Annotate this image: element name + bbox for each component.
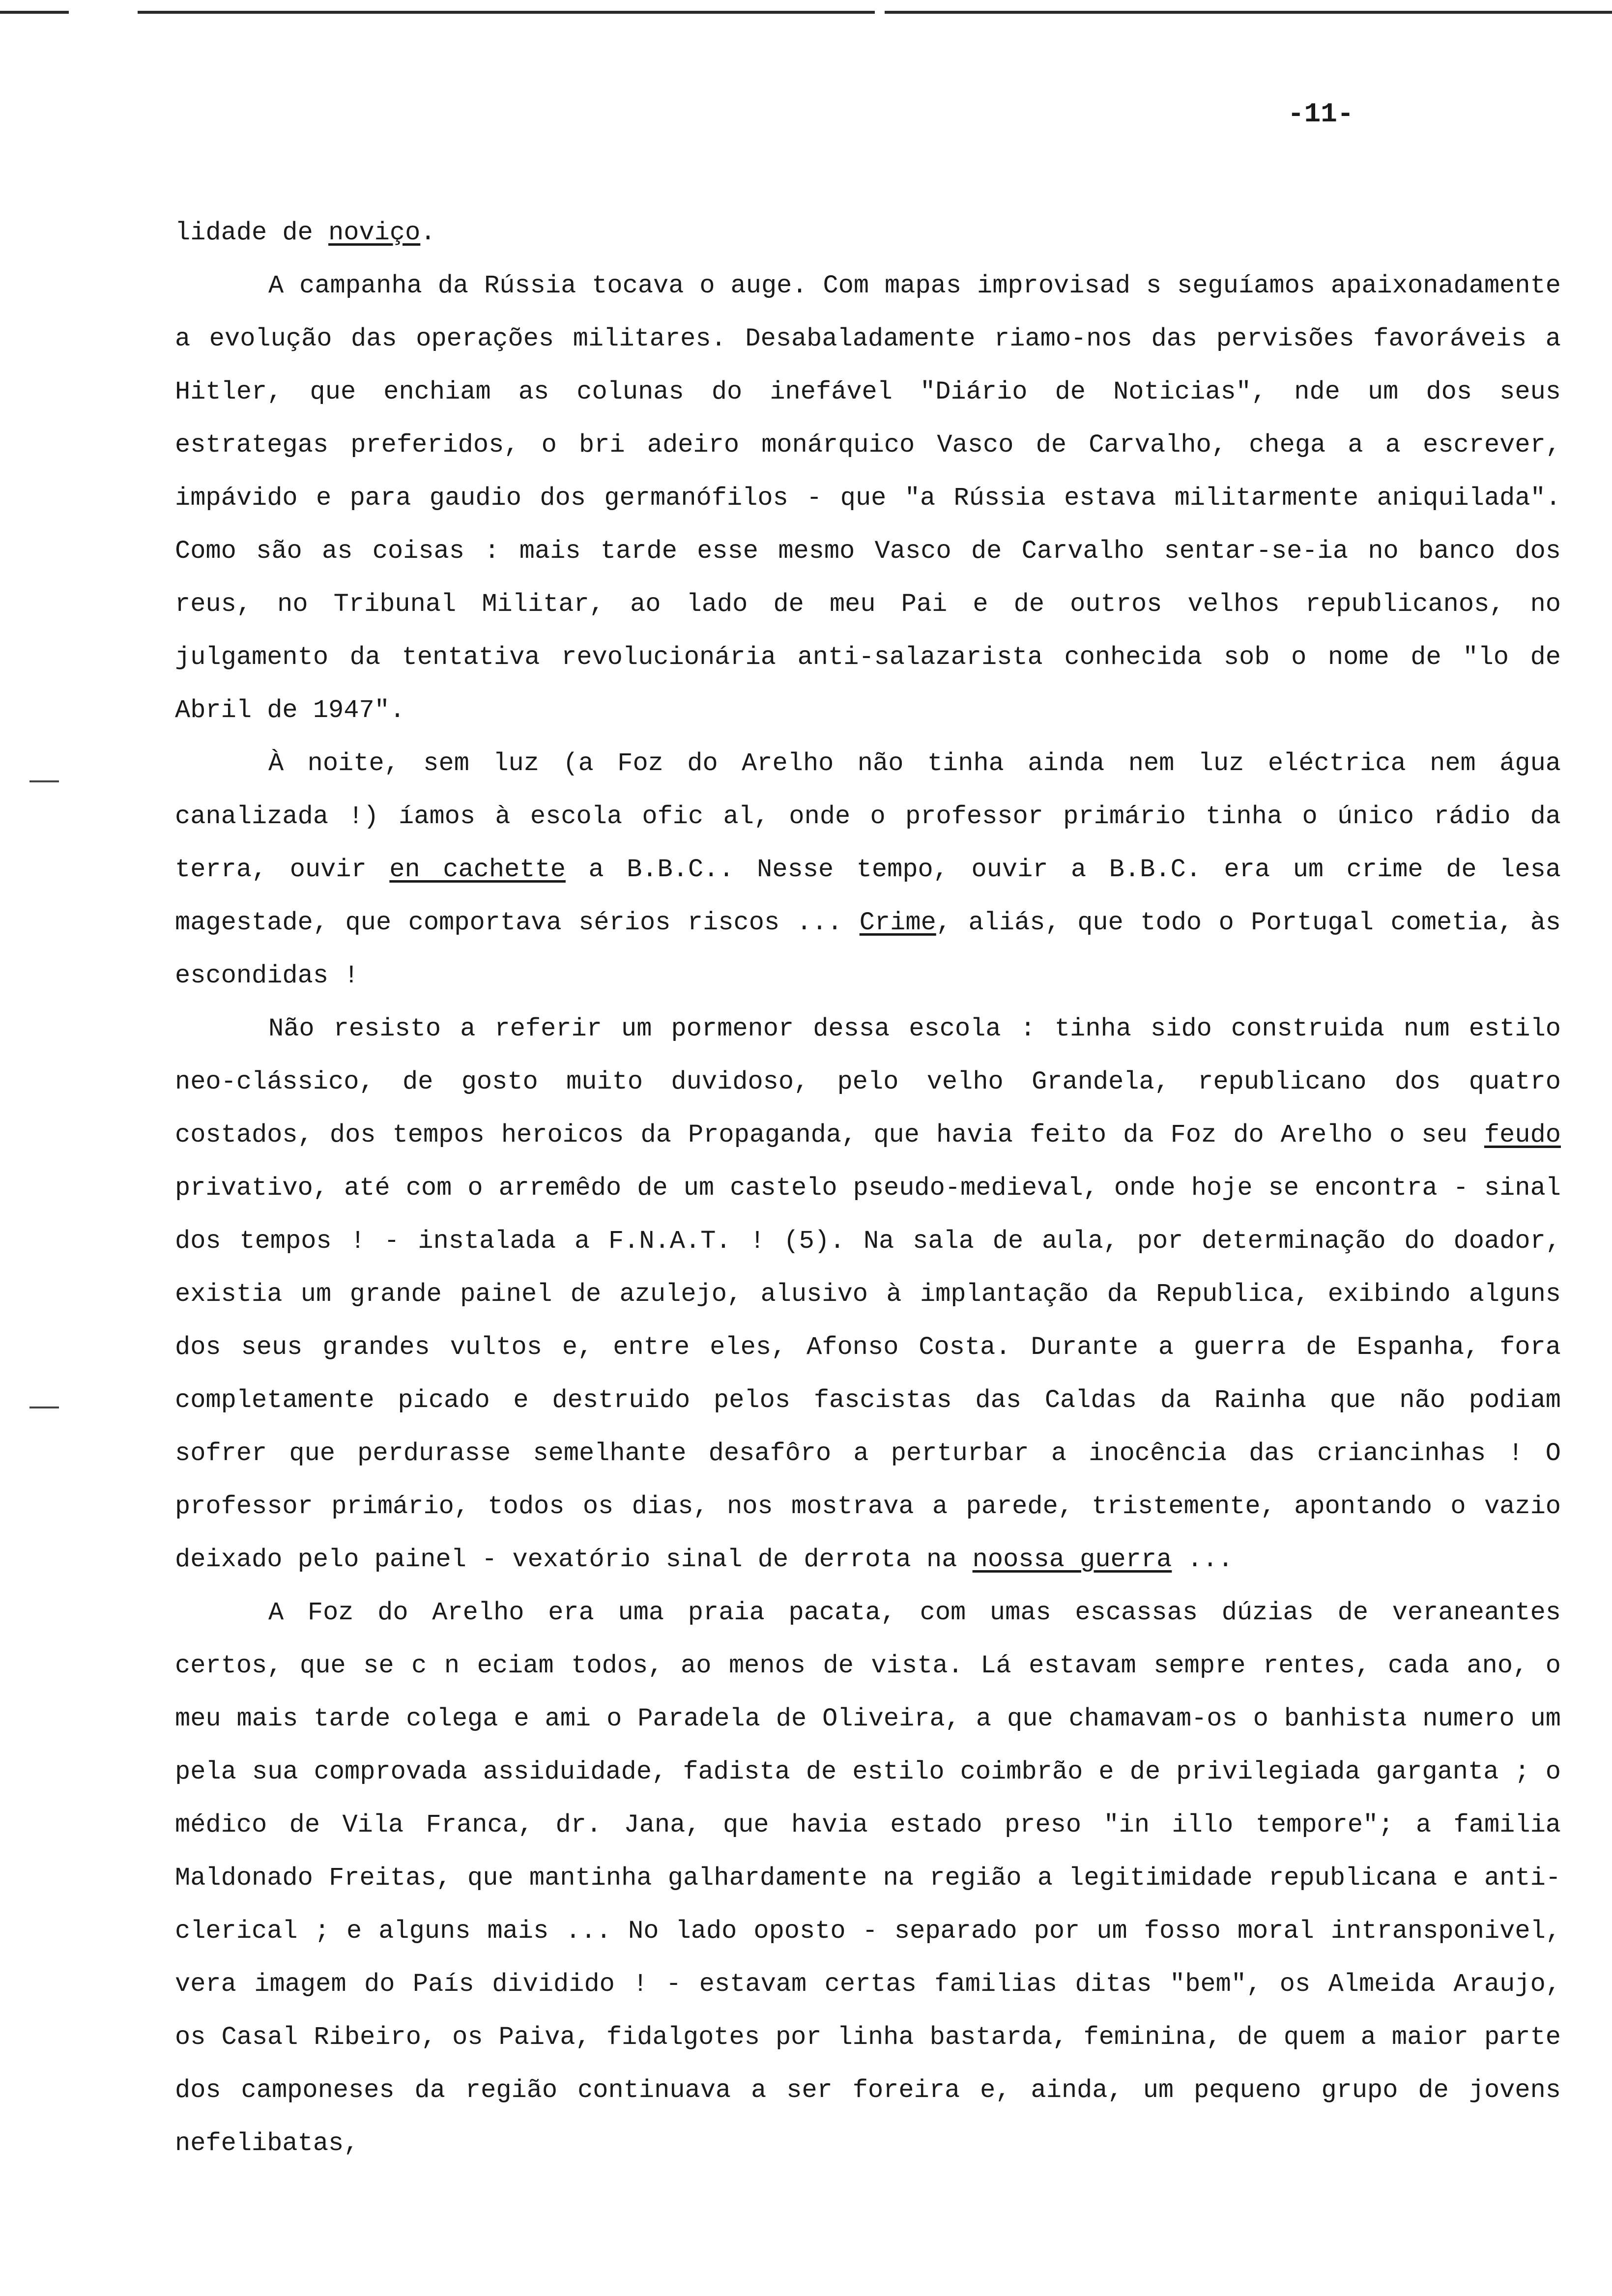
text-run: a B.B.C.. Nesse tempo, ouvir a B.B.C. era um crime de lesa magestade, que comportava sérios riscos ... <box>175 855 1561 937</box>
underlined-text: noviço <box>328 218 421 247</box>
document-body <box>175 206 1561 2170</box>
scan-top-rule <box>885 11 1612 14</box>
underlined-text: en cachette <box>389 855 566 884</box>
paragraph <box>175 737 1561 1003</box>
text-run: À noite, sem luz (a Foz do Arelho não tinha ainda nem luz eléctrica nem água canalizada !) íamos à escola ofic al, onde o professor primário tinha o único rádio da terra, ouvir <box>175 749 1561 884</box>
text-run: A Foz do Arelho era uma praia pacata, com umas escassas dúzias de veraneantes certos, que se c n eciam todos, ao menos de vista. Lá estavam sempre rentes, cada ano, o meu mais tarde colega e ami o Paradela de Oliveira, a que chamavam-os o banhista numero um pela sua comprovada assiduidade, fadista de estilo coimbrão e de privilegiada garganta ; o médico de Vila Franca, dr. Jana, que havia estado preso "in illo tempore"; a familia Maldonado Freitas, que mantinha galhardamente na região a legitimidade republicana e anti-clerical ; e alguns mais ... No lado oposto - separado por um fosso moral intransponivel, vera imagem do País dividido ! - estavam certas familias ditas "bem", os Almeida Araujo, os Casal Ribeiro, os Paiva, fidalgotes por linha bastarda, feminina, de quem a maior parte dos camponeses da região continuava a ser foreira e, ainda, um pequeno grupo de jovens nefelibatas, <box>175 1598 1561 2158</box>
underlined-text: noossa guerra <box>972 1545 1172 1574</box>
text-run: Não resisto a referir um pormenor dessa escola : tinha sido construida num estilo neo-clássico, de gosto muito duvidoso, pelo velho Grandela, republicano dos quatro costados, dos tempos heroicos da Propaganda, que havia feito da Foz do Arelho o seu <box>175 1014 1561 1149</box>
scan-top-rule <box>138 11 875 14</box>
text-run: A campanha da Rússia tocava o auge. Com mapas improvisad s seguíamos apaixonadamente a evolução das operações militares. Desabaladamente riamo-nos das pervisões favoráveis a Hitler, que enchiam as colunas do inefável "Diário de Noticias", nde um dos seus estrategas preferidos, o bri adeiro monárquico Vasco de Carvalho, chega a a escrever, impávido e para gaudio dos germanófilos - que "a Rússia estava militarmente aniquilada". Como são as coisas : mais tarde esse mesmo Vasco de Carvalho sentar-se-ia no banco dos reus, no Tribunal Militar, ao lado de meu Pai e de outros velhos republicanos, no julgamento da tentativa revolucionária anti-salazarista conhecida sob o nome de "lo de Abril de 1947". <box>175 271 1561 725</box>
text-run: privativo, até com o arremêdo de um castelo pseudo-medieval, onde hoje se encontra - sinal dos tempos ! - instalada a F.N.A.T. ! (5). Na sala de aula, por determinação do doador, existia um grande painel de azulejo, alusivo à implantação da Republica, exibindo alguns dos seus grandes vultos e, entre eles, Afonso Costa. Durante a guerra de Espanha, fora completamente picado e destruido pelos fascistas das Caldas da Rainha que não podiam sofrer que perdurasse semelhante desafôro a perturbar a inocência das criancinhas ! O professor primário, todos os dias, nos mostrava a parede, tristemente, apontando o vazio deixado pelo painel - vexatório sinal de derrota na <box>175 1174 1561 1574</box>
paragraph <box>175 1003 1561 1586</box>
scan-top-rule <box>0 11 69 14</box>
underlined-text: feudo <box>1484 1120 1561 1149</box>
margin-mark <box>29 780 59 782</box>
margin-mark <box>29 1406 59 1408</box>
text-run: lidade de <box>175 218 329 247</box>
text-run: ... <box>1172 1545 1234 1574</box>
paragraph <box>175 206 1561 259</box>
underlined-text: Crime <box>859 908 936 937</box>
paragraph <box>175 1586 1561 2170</box>
page-number: -11- <box>1288 98 1354 130</box>
paragraph <box>175 259 1561 737</box>
text-run: . <box>420 218 436 247</box>
text-run: , aliás, que todo o Portugal cometia, às escondidas ! <box>175 908 1561 990</box>
